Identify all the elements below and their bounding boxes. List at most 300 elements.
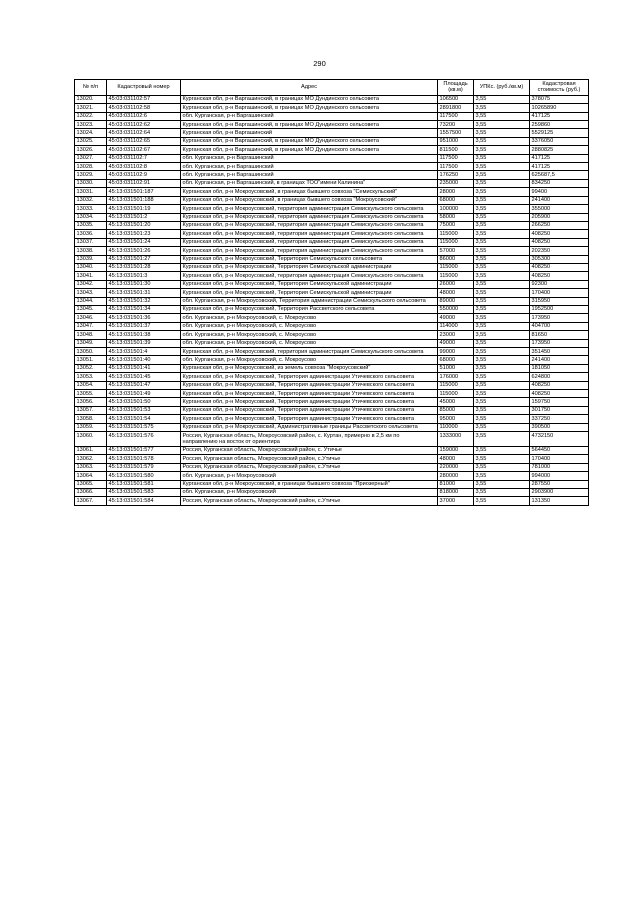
cell-upks: 3,55 <box>474 373 530 381</box>
cell-cadastral-number: 45:03:031102:62 <box>107 121 181 129</box>
cell-cost: 408250 <box>530 238 589 246</box>
cell-area: 110000 <box>438 423 474 431</box>
table-row <box>75 95 589 103</box>
cell-upks: 3,55 <box>474 348 530 356</box>
cell-cadastral-number: 45:13:031501:49 <box>107 390 181 398</box>
cell-cadastral-number: 45:03:031102:8 <box>107 163 181 171</box>
cell-upks: 3,55 <box>474 95 530 103</box>
table-row <box>75 364 589 372</box>
cell-num: 13040. <box>75 263 107 271</box>
cell-cadastral-number: 45:13:031501:50 <box>107 398 181 406</box>
cell-address: обл. Курганская, р-н Мокроусовский, с. Мокроусово <box>181 314 438 322</box>
cell-upks: 3,55 <box>474 263 530 271</box>
cell-address: Курганская обл, р-н Мокроусовский, в границах бывшего совхоза "Приозерный" <box>181 480 438 488</box>
cell-upks: 3,55 <box>474 472 530 480</box>
cell-cost: 99400 <box>530 188 589 196</box>
table-row <box>75 390 589 398</box>
cell-num: 13023. <box>75 121 107 129</box>
cell-address: Курганская обл, р-н Мокроусовский, Территория администрации Утичевского сельсовета <box>181 390 438 398</box>
cell-upks: 3,55 <box>474 356 530 364</box>
cell-num: 13027. <box>75 154 107 162</box>
cell-address: Курганская обл, р-н Мокроусовский, Территория администрации Утичевского сельсовета <box>181 406 438 414</box>
cell-cadastral-number: 45:03:031102:67 <box>107 146 181 154</box>
cell-address: Курганская обл, р-н Мокроусовский, территория администрация Семискульского сельсовета <box>181 213 438 221</box>
cell-upks: 3,55 <box>474 137 530 145</box>
table-row <box>75 488 589 496</box>
table-row <box>75 247 589 255</box>
cell-upks: 3,55 <box>474 455 530 463</box>
cell-cost: 170400 <box>530 289 589 297</box>
cell-cadastral-number: 45:03:031102:91 <box>107 179 181 187</box>
table-row <box>75 146 589 154</box>
cell-num: 13038. <box>75 247 107 255</box>
cell-upks: 3,55 <box>474 272 530 280</box>
cell-cadastral-number: 45:03:031102:65 <box>107 137 181 145</box>
table-row <box>75 137 589 145</box>
cell-upks: 3,55 <box>474 339 530 347</box>
table-row <box>75 213 589 221</box>
cell-num: 13039. <box>75 255 107 263</box>
cadastral-table <box>74 79 589 506</box>
cell-address: Курганская обл, р-н Мокроусовский, Территория Семискульского сельсовета <box>181 255 438 263</box>
cell-area: 49000 <box>438 339 474 347</box>
cell-area: 159000 <box>438 446 474 454</box>
cell-address: обл. Курганская, р-н Мокроусовский, с. Мокроусово <box>181 331 438 339</box>
cell-num: 13051. <box>75 356 107 364</box>
page-number: 290 <box>313 59 326 68</box>
cell-num: 13024. <box>75 129 107 137</box>
cell-cadastral-number: 45:03:031102:9 <box>107 171 181 179</box>
cell-area: 45000 <box>438 398 474 406</box>
cell-cost: 781000 <box>530 463 589 471</box>
cell-area: 115000 <box>438 390 474 398</box>
cell-cadastral-number: 45:13:031501:188 <box>107 196 181 204</box>
cell-cadastral-number: 45:13:031501:36 <box>107 314 181 322</box>
table-row <box>75 406 589 414</box>
cell-cadastral-number: 45:13:031501:47 <box>107 381 181 389</box>
header-cost: Кадастровая стоимость (руб.) <box>530 80 589 96</box>
cell-upks: 3,55 <box>474 432 530 447</box>
cell-cadastral-number: 45:13:031501:31 <box>107 289 181 297</box>
cell-num: 13061. <box>75 446 107 454</box>
cell-address: Курганская обл, р-н Мокроусовский, территория администрация Семискульского сельсовета <box>181 205 438 213</box>
table-row <box>75 463 589 471</box>
cell-address: Курганская обл, р-н Мокроусовский, в границах бывшего совхоза "Мокроусовский" <box>181 196 438 204</box>
cell-cost: 390500 <box>530 423 589 431</box>
cell-cadastral-number: 45:13:031501:584 <box>107 497 181 505</box>
table-row <box>75 179 589 187</box>
header-num: № п/п <box>75 80 107 96</box>
table-row <box>75 129 589 137</box>
cell-num: 13046. <box>75 314 107 322</box>
cell-cost: 417125 <box>530 163 589 171</box>
table-row <box>75 497 589 505</box>
cell-cadastral-number: 45:13:031501:3 <box>107 272 181 280</box>
cell-num: 13022. <box>75 112 107 120</box>
cell-address: Курганская обл, р-н Мокроусовский, Территория Семискульской администрации <box>181 289 438 297</box>
cell-cadastral-number: 45:13:031501:581 <box>107 480 181 488</box>
cell-cost: 259860 <box>530 121 589 129</box>
cell-cost: 834250 <box>530 179 589 187</box>
cell-num: 13058. <box>75 415 107 423</box>
cell-num: 13029. <box>75 171 107 179</box>
cell-area: 48000 <box>438 455 474 463</box>
cell-cost: 173950 <box>530 314 589 322</box>
cell-area: 28000 <box>438 188 474 196</box>
cell-area: 220000 <box>438 463 474 471</box>
table-row <box>75 255 589 263</box>
cell-upks: 3,55 <box>474 305 530 313</box>
cell-upks: 3,55 <box>474 247 530 255</box>
cell-area: 115000 <box>438 381 474 389</box>
cell-address: обл. Курганская, р-н Мокроусовский, Территория администрации Семискульского сельсовета <box>181 297 438 305</box>
cell-area: 100000 <box>438 205 474 213</box>
cell-upks: 3,55 <box>474 406 530 414</box>
table-row <box>75 238 589 246</box>
cell-cadastral-number: 45:13:031501:30 <box>107 280 181 288</box>
cell-area: 85000 <box>438 406 474 414</box>
table-row <box>75 230 589 238</box>
cell-address: Курганская обл, р-н Варгашинский, в границах МО Дундинского сельсовета <box>181 104 438 112</box>
cell-cost: 408250 <box>530 272 589 280</box>
cell-upks: 3,55 <box>474 196 530 204</box>
cell-cost: 315950 <box>530 297 589 305</box>
table-row <box>75 314 589 322</box>
cell-area: 280000 <box>438 472 474 480</box>
cell-num: 13025. <box>75 137 107 145</box>
cell-cost: 181050 <box>530 364 589 372</box>
cell-area: 1333000 <box>438 432 474 447</box>
table-row <box>75 297 589 305</box>
cell-area: 57000 <box>438 247 474 255</box>
cell-upks: 3,55 <box>474 154 530 162</box>
cell-cost: 5529125 <box>530 129 589 137</box>
cell-address: Курганская обл, р-н Мокроусовский, территория администрация Семискульского сельсовета <box>181 272 438 280</box>
table-row <box>75 104 589 112</box>
table-row <box>75 480 589 488</box>
cell-upks: 3,55 <box>474 205 530 213</box>
cell-cadastral-number: 45:13:031501:37 <box>107 322 181 330</box>
cell-num: 13036. <box>75 230 107 238</box>
cell-num: 13047. <box>75 322 107 330</box>
cell-address: Курганская обл, р-н Мокроусовский, в границах бывшего совхоза "Семискульский" <box>181 188 438 196</box>
cell-num: 13063. <box>75 463 107 471</box>
cell-num: 13050. <box>75 348 107 356</box>
table-row <box>75 432 589 447</box>
cell-upks: 3,55 <box>474 381 530 389</box>
cell-cadastral-number: 45:13:031501:4 <box>107 348 181 356</box>
cell-upks: 3,55 <box>474 322 530 330</box>
cell-upks: 3,55 <box>474 112 530 120</box>
cell-address: Курганская обл, р-н Мокроусовский, территория администрация Семискульского сельсовета <box>181 247 438 255</box>
cell-address: Курганская обл, р-н Мокроусовский, территория администрация Семискульского сельсовета <box>181 221 438 229</box>
cell-num: 13056. <box>75 398 107 406</box>
cell-area: 37000 <box>438 497 474 505</box>
cell-num: 13059. <box>75 423 107 431</box>
cell-upks: 3,55 <box>474 129 530 137</box>
cell-area: 68000 <box>438 356 474 364</box>
cell-address: Курганская обл, р-н Мокроусовский, Территория администрации Утичевского сельсовета <box>181 415 438 423</box>
table-row <box>75 305 589 313</box>
cell-num: 13057. <box>75 406 107 414</box>
cell-area: 117500 <box>438 163 474 171</box>
cell-cost: 3376050 <box>530 137 589 145</box>
cell-num: 13026. <box>75 146 107 154</box>
cell-address: Курганская обл, р-н Мокроусовский, Территория Семискульской администрации <box>181 280 438 288</box>
cell-cost: 2880825 <box>530 146 589 154</box>
cell-area: 73200 <box>438 121 474 129</box>
cell-upks: 3,55 <box>474 289 530 297</box>
cell-num: 13035. <box>75 221 107 229</box>
table-row <box>75 373 589 381</box>
cell-cadastral-number: 45:13:031501:38 <box>107 331 181 339</box>
cell-area: 176000 <box>438 373 474 381</box>
table-row <box>75 171 589 179</box>
cell-area: 811500 <box>438 146 474 154</box>
cell-address: обл. Курганская, р-н Мокроусовский <box>181 488 438 496</box>
table-row <box>75 348 589 356</box>
cell-address: Курганская обл, р-н Мокроусовский, Территория администрации Утичевского сельсовета <box>181 373 438 381</box>
cell-area: 86000 <box>438 255 474 263</box>
cell-cost: 417125 <box>530 112 589 120</box>
cell-cost: 301750 <box>530 406 589 414</box>
table-row <box>75 280 589 288</box>
table-header-row <box>75 80 589 96</box>
cell-address: Курганская обл, р-н Варгашинский, в границах МО Дундинского сельсовета <box>181 95 438 103</box>
table-row <box>75 398 589 406</box>
cell-num: 13053. <box>75 373 107 381</box>
cell-address: обл. Курганская, р-н Мокроусовский, с. Мокроусово <box>181 339 438 347</box>
cell-cadastral-number: 45:13:031501:27 <box>107 255 181 263</box>
cell-area: 23000 <box>438 331 474 339</box>
cell-cost: 170400 <box>530 455 589 463</box>
cell-cost: 994000 <box>530 472 589 480</box>
cell-area: 49000 <box>438 314 474 322</box>
cell-upks: 3,55 <box>474 230 530 238</box>
cell-cost: 92300 <box>530 280 589 288</box>
cell-upks: 3,55 <box>474 213 530 221</box>
cell-cost: 408250 <box>530 263 589 271</box>
cell-num: 13020. <box>75 95 107 103</box>
cell-address: обл. Курганская, р-н Мокроусовский, с. Мокроусово <box>181 356 438 364</box>
table-row <box>75 154 589 162</box>
cell-cost: 131350 <box>530 497 589 505</box>
cell-cadastral-number: 45:13:031501:2 <box>107 213 181 221</box>
header-address: Адрес <box>181 80 438 96</box>
cell-cadastral-number: 45:13:031501:576 <box>107 432 181 447</box>
cell-cost: 241400 <box>530 356 589 364</box>
cell-upks: 3,55 <box>474 179 530 187</box>
table-row <box>75 446 589 454</box>
cell-address: обл. Курганская, р-н Варгашинский, в границах ТОО"имени Калинина" <box>181 179 438 187</box>
cell-cost: 408250 <box>530 390 589 398</box>
cell-cost: 404700 <box>530 322 589 330</box>
cell-upks: 3,55 <box>474 188 530 196</box>
table-row <box>75 121 589 129</box>
cell-area: 115000 <box>438 263 474 271</box>
cell-upks: 3,55 <box>474 238 530 246</box>
cell-num: 13065. <box>75 480 107 488</box>
table-row <box>75 331 589 339</box>
cell-cost: 408250 <box>530 230 589 238</box>
cell-num: 13033. <box>75 205 107 213</box>
table-row <box>75 322 589 330</box>
cell-area: 951000 <box>438 137 474 145</box>
cell-area: 176250 <box>438 171 474 179</box>
cell-area: 117500 <box>438 154 474 162</box>
cell-cost: 2903900 <box>530 488 589 496</box>
table-row <box>75 339 589 347</box>
cell-num: 13043. <box>75 289 107 297</box>
cell-num: 13032. <box>75 196 107 204</box>
cell-area: 115000 <box>438 272 474 280</box>
cell-cadastral-number: 45:13:031501:575 <box>107 423 181 431</box>
cell-cadastral-number: 45:03:031102:64 <box>107 129 181 137</box>
cell-address: обл. Курганская, р-н Варгашинский <box>181 171 438 179</box>
cell-upks: 3,55 <box>474 314 530 322</box>
cell-area: 48000 <box>438 289 474 297</box>
cell-cost: 417125 <box>530 154 589 162</box>
cell-address: Курганская обл, р-н Мокроусовский, Территория Рассветского сельсовета <box>181 305 438 313</box>
cell-cost: 10265890 <box>530 104 589 112</box>
cell-cadastral-number: 45:13:031501:579 <box>107 463 181 471</box>
cell-address: Курганская обл, р-н Мокроусовский, из земель совхоза "Мокроусовский" <box>181 364 438 372</box>
cell-cost: 4732150 <box>530 432 589 447</box>
table-row <box>75 272 589 280</box>
cell-address: обл. Курганская, р-н Варгашинский <box>181 163 438 171</box>
cell-area: 550000 <box>438 305 474 313</box>
table-row <box>75 188 589 196</box>
cell-cost: 173950 <box>530 339 589 347</box>
cell-area: 95000 <box>438 415 474 423</box>
cell-upks: 3,55 <box>474 297 530 305</box>
cell-cadastral-number: 45:13:031501:45 <box>107 373 181 381</box>
cell-num: 13048. <box>75 331 107 339</box>
cell-upks: 3,55 <box>474 255 530 263</box>
cell-address: Россия, Курганская область, Мокроусовский район, с.Утичье <box>181 455 438 463</box>
cell-num: 13044. <box>75 297 107 305</box>
cell-cost: 159750 <box>530 398 589 406</box>
cell-address: обл. Курганская, р-н Мокроусовский <box>181 472 438 480</box>
table-row <box>75 381 589 389</box>
cell-address: Россия, Курганская область, Мокроусовский район, с. Куртан, примерно в 2,5 км по направлению на восток от ориентира <box>181 432 438 447</box>
cell-address: Курганская обл, р-н Варгашинский <box>181 129 438 137</box>
cell-upks: 3,55 <box>474 497 530 505</box>
cell-cost: 241400 <box>530 196 589 204</box>
cell-area: 115000 <box>438 230 474 238</box>
cell-cost: 305300 <box>530 255 589 263</box>
cell-address: Курганская обл, р-н Мокроусовский, территория администрация Семискульского сельсовета <box>181 348 438 356</box>
cell-cost: 287550 <box>530 480 589 488</box>
cell-address: Курганская обл, р-н Мокроусовский, Территория администрации Утичевского сельсовета <box>181 398 438 406</box>
cell-cadastral-number: 45:13:031501:32 <box>107 297 181 305</box>
cell-num: 13037. <box>75 238 107 246</box>
cell-address: обл. Курганская, р-н Варгашинский <box>181 112 438 120</box>
table-row <box>75 112 589 120</box>
cell-address: Курганская обл, р-н Варгашинский, в границах МО Дундинского сельсовета <box>181 121 438 129</box>
cell-num: 13021. <box>75 104 107 112</box>
cell-address: Курганская обл, р-н Варгашинский, в границах МО Дундинского сельсовета <box>181 146 438 154</box>
cell-num: 13041. <box>75 272 107 280</box>
cell-cost: 81650 <box>530 331 589 339</box>
cell-area: 89000 <box>438 297 474 305</box>
cell-num: 13028. <box>75 163 107 171</box>
table-row <box>75 356 589 364</box>
cell-num: 13030. <box>75 179 107 187</box>
cell-num: 13042. <box>75 280 107 288</box>
cell-num: 13052. <box>75 364 107 372</box>
cell-upks: 3,55 <box>474 171 530 179</box>
cell-address: Курганская обл, р-н Мокроусовский, Территория администрации Утичевского сельсовета <box>181 381 438 389</box>
cell-area: 58000 <box>438 213 474 221</box>
header-upks: УПКс. (руб./кв.м) <box>474 80 530 96</box>
cell-cost: 624800 <box>530 373 589 381</box>
cell-num: 13049. <box>75 339 107 347</box>
cell-cadastral-number: 45:13:031501:187 <box>107 188 181 196</box>
table-row <box>75 205 589 213</box>
cell-cadastral-number: 45:13:031501:28 <box>107 263 181 271</box>
cell-cadastral-number: 45:13:031501:20 <box>107 221 181 229</box>
cell-address: Курганская обл, р-н Мокроусовский, территория администрация Семискульского сельсовета <box>181 238 438 246</box>
cell-upks: 3,55 <box>474 480 530 488</box>
cell-cost: 378075 <box>530 95 589 103</box>
cell-address: обл. Курганская, р-н Мокроусовский, с. Мокроусово <box>181 322 438 330</box>
table-row <box>75 163 589 171</box>
cell-cadastral-number: 45:13:031501:53 <box>107 406 181 414</box>
cell-cadastral-number: 45:13:031501:26 <box>107 247 181 255</box>
cell-address: Россия, Курганская область, Мокроусовский район, с.Утичье <box>181 497 438 505</box>
cell-address: Курганская обл, р-н Мокроусовский, Административные границы Рассветского сельсовета <box>181 423 438 431</box>
cell-upks: 3,55 <box>474 446 530 454</box>
cell-cost: 351450 <box>530 348 589 356</box>
cell-num: 13055. <box>75 390 107 398</box>
cell-cadastral-number: 45:13:031501:23 <box>107 230 181 238</box>
cell-address: Курганская обл, р-н Мокроусовский, территория администрация Семискульского сельсовета <box>181 230 438 238</box>
cell-area: 115000 <box>438 238 474 246</box>
table-body <box>75 95 589 505</box>
cell-area: 2891800 <box>438 104 474 112</box>
cell-num: 13054. <box>75 381 107 389</box>
table-row <box>75 415 589 423</box>
cell-cost: 266250 <box>530 221 589 229</box>
cell-area: 75000 <box>438 221 474 229</box>
cell-num: 13062. <box>75 455 107 463</box>
cell-area: 81000 <box>438 480 474 488</box>
cell-cadastral-number: 45:13:031501:34 <box>107 305 181 313</box>
cell-num: 13066. <box>75 488 107 496</box>
table-row <box>75 221 589 229</box>
table-row <box>75 196 589 204</box>
cell-cadastral-number: 45:13:031501:41 <box>107 364 181 372</box>
cell-cost: 355000 <box>530 205 589 213</box>
cell-num: 13067. <box>75 497 107 505</box>
cell-address: Курганская обл, р-н Варгашинский, в границах МО Дундинского сельсовета <box>181 137 438 145</box>
cell-num: 13060. <box>75 432 107 447</box>
cell-upks: 3,55 <box>474 146 530 154</box>
table-row <box>75 289 589 297</box>
cell-cadastral-number: 45:13:031501:577 <box>107 446 181 454</box>
table-row <box>75 263 589 271</box>
cell-area: 117500 <box>438 112 474 120</box>
cell-upks: 3,55 <box>474 104 530 112</box>
cell-cadastral-number: 45:03:031102:57 <box>107 95 181 103</box>
cell-cadastral-number: 45:13:031501:40 <box>107 356 181 364</box>
cell-num: 13031. <box>75 188 107 196</box>
cell-cost: 202350 <box>530 247 589 255</box>
cell-upks: 3,55 <box>474 488 530 496</box>
cell-upks: 3,55 <box>474 398 530 406</box>
header-area: Площадь (кв.м) <box>438 80 474 96</box>
